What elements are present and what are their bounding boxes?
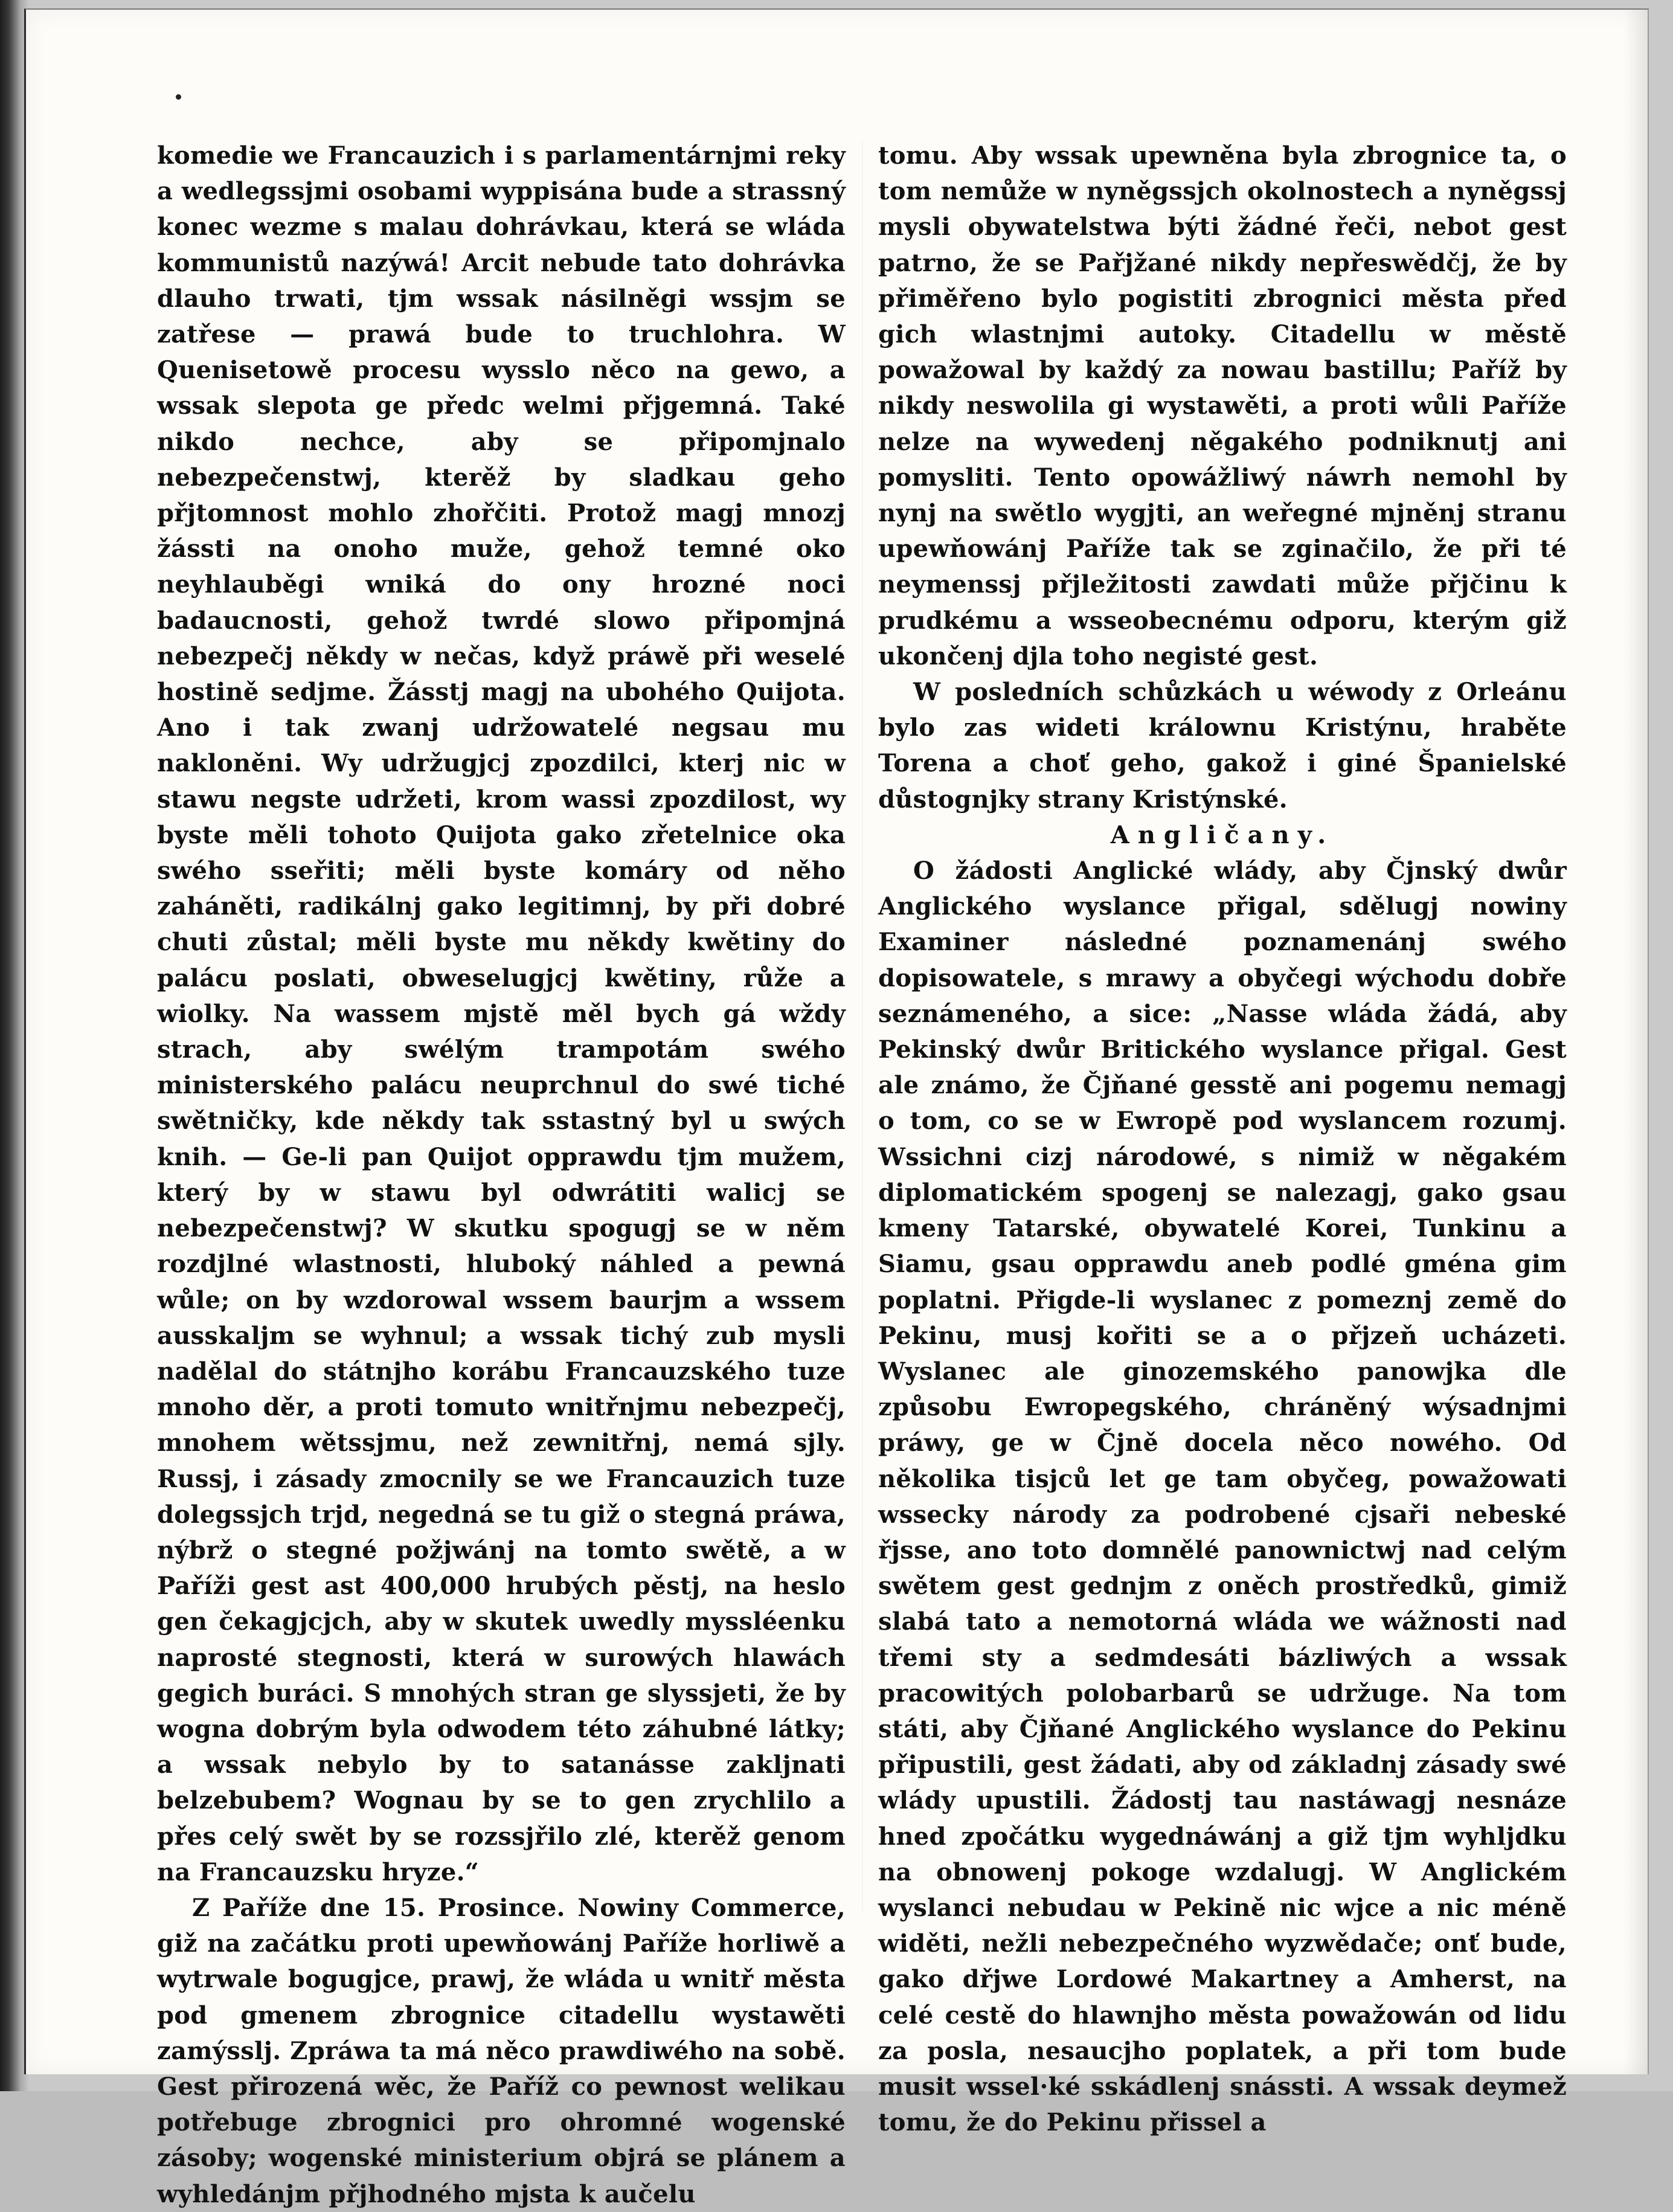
page-edge-shadow bbox=[1623, 10, 1648, 2074]
right-article-continuation: tomu. Aby wssak upewněna byla zbrognice ta, o tom nemůže w nyněgssjch okolnostech a nyněgssj mysli obywatelstwa býti žádné řeči, nebot gest patrno, že se Pařjžané nikdy nepřeswědčj, že by přiměřeno bylo pogistiti zbrognici města před gich wlastnjmi autoky. Citadellu w městě powažowal by každý za nowau bastillu; Paříž by nikdy neswolila gi wystawěti, a proti wůli Paříže nelze na wywedenj něgakého podniknutj ani pomysliti. Tento opowážliwý náwrh nemohl by nynj na swětlo wygjti, an weřegné mjněnj stranu upewňowánj Paříže tak se zginačilo, že při té neymenssj přjležitosti zawdati může přjčinu k prudkému a wsseobecnému odporu, kterým giž ukončenj djla toho negisté gest. bbox=[878, 141, 1567, 670]
orleans-paragraph: W posledních schůzkách u wéwody z Orleánu bylo zas wideti králownu Kristýnu, hraběte Torena a choť geho, gakož i giné Španielské důstognjky strany Kristýnské. bbox=[878, 678, 1567, 814]
left-article-continuation: komedie we Francauzich i s parlamentárnjmi reky a wedlegssjmi osobami wyppisána bude a strassný konec wezme s malau dohrávkau, která se wláda kommunistů nazýwá! Arcit nebude tato dohrávka dlauho trwati, tjm wssak násilněgi wssjm se zatřese — prawá bude to truchlohra. W Quenisetowě procesu wysslo něco na gewo, a wssak slepota ge předc welmi přjgemná. Také nikdo nechce, aby se připomjnalo nebezpečenstwj, kterěž by sladkau geho přjtomnost mohlo zhořčiti. Protož magj mnozj žássti na onoho muže, gehož temné oko neyhlauběgi wniká do ony hrozné noci badaucnosti, gehož twrdé slowo připomjná nebezpečj někdy w nečas, když práwě při weselé hostině sedjme. Žásstj magj na ubohého Quijota. Ano i tak zwanj udržowatelé negsau mu nakloněni. Wy udržugjcj zpozdilci, kterj nic w stawu negste udržeti, krom wassi zpozdilost, wy byste měli tohoto Quijota gako zřetelnice oka swého sseřiti; měli byste komáry od něho zaháněti, radikálnj gako legitimnj, by při dobré chuti zůstal; měli byste mu někdy kwětiny do palácu poslati, obweselugjcj kwětiny, růže a wiolky. Na wassem mjstě měl bych gá wždy strach, aby swélým trampotám swého ministerského palácu neuprchnul do swé tiché swětničky, kde někdy tak sstastný byl u swých knih. — Ge-li pan Quijot opprawdu tjm mužem, který by w stawu byl odwrátiti walicj se nebezpečenstwj? W skutku spogugj se w něm rozdjlné wlastnosti, hluboký náhled a pewná wůle; on by wzdorowal wssem baurjm a wssem ausskaljm se wyhnul; a wssak tichý zub mysli nadělal do státnjho korábu Francauzského tuze mnoho děr, a proti tomuto wnitřnjmu nebezpečj, mnohem wětssjmu, než zewnitřnj, nemá sjly. Russj, i zásady zmocnily se we Francauzich tuze dolegssjch trjd, negedná se tu giž o stegná práwa, nýbrž o stegné požjwánj na tomto swětě, a w Paříži gest ast 400,000 hrubých pěstj, na heslo gen čekagjcjch, aby w skutek uwedly myssléenku naprosté stegnosti, která w surowých hlawách gegich buráci. S mnohých stran ge slyssjeti, že by wogna dobrým byla odwodem této záhubné látky; a wssak nebylo by to satanásse zakljnati belzebubem? Wognau by se to gen zrychlilo a přes celý swět by se rozssjřilo zlé, kterěž genom na Francauzsku hryze.“ bbox=[157, 141, 846, 1886]
left-column bbox=[157, 138, 846, 2212]
paris-report-paragraph: Z Paříže dne 15. Prosince. Nowiny Commerce, giž na začátku proti upewňowánj Paříže horliwě a wytrwale bogugjce, prawj, že wláda u wnitř města pod gmenem zbrognice citadellu wystawěti zamýsslj. Zpráwa ta má něco prawdiwého na sobě. Gest přirozená wěc, že Paříž co pewnost welikau potřebuge zbrognici pro ohromné wogenské zásoby; wogenské ministerium objrá se plánem a wyhledánjm přjhodného mjsta k aučelu bbox=[157, 1893, 846, 2208]
section-heading-anglicany: Angličany. bbox=[1110, 820, 1335, 849]
column-gutter bbox=[862, 142, 863, 1912]
english-embassy-paragraph: O žádosti Anglické wlády, aby Čjnský dwůr Anglického wyslance přigal, sdělugj nowiny Examiner následné poznamenánj swého dopisowatele, s mrawy a obyčegi wýchodu dobře seznámeného, a sice: „Nasse wláda žádá, aby Pekinský dwůr Britického wyslance přigal. Gest ale známo, že Čjňané gesstě ani pogemu nemagj o tom, co se w Ewropě pod wyslancem rozumj. Wssichni cizj národowé, s nimiž w něgakém diplomatickém spogenj se nalezagj, gako gsau kmeny Tatarské, obywatelé Korei, Tunkinu a Siamu, gsau opprawdu aneb podlé gména gim poplatni. Přigde-li wyslanec z pomeznj země do Pekinu, musj kořiti se a o přjzeň ucházeti. Wyslanec ale ginozemského panowjka dle způsobu Ewropegského, chráněný wýsadnjmi práwy, ge w Čjně docela něco nowého. Od několika tisjců let ge tam obyčeg, powažowati wssecky národy za podrobené cjsaři nebeské řjsse, ano toto domnělé panownictwj nad celým swětem gest gednjm z oněch prostředků, gimiž slabá tato a nemotorná wláda we wážnosti nad třemi sty a sedmdesáti bázliwých a wssak pracowitých polobarbarů se udržuge. Na tom státi, aby Čjňané Anglického wyslance do Pekinu připustili, gest žádati, aby od základnj zásady swé wlády upustili. Žádostj tau nastáwagj nesnáze hned zpočátku wygednáwánj a giž tjm wyhlјdku na obnowenj pokoge wzdalugj. W Anglickém wyslanci nebudau w Pekině nic wjce a nic méně widěti, nežli nebezpečného wyzwědače; onť bude, gako dřjwe Lordowé Makartney a Amherst, na celé cestě do hlawnjho města powažowán od lidu za posla, nesaucjho poplatek, a při tom bude musit wssel·ké sskádlenj snássti. A wssak deymež tomu, že do Pekinu přissel a bbox=[878, 857, 1567, 2137]
right-column bbox=[878, 138, 1567, 2140]
ink-speck bbox=[176, 94, 181, 100]
